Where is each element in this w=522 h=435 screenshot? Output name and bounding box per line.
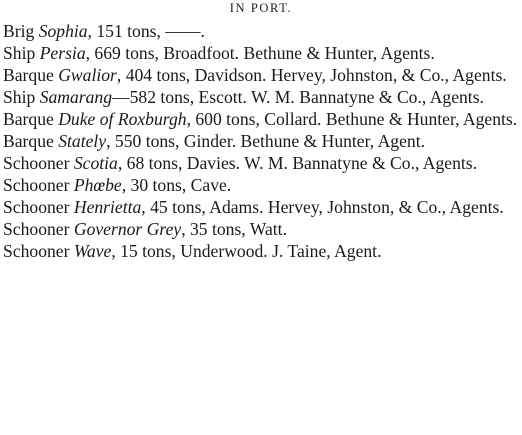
ship-entry — [3, 152, 519, 174]
vessel-name: Wave — [73, 241, 112, 261]
vessel-rig: Schooner — [3, 197, 70, 217]
vessel-name: Gwalior — [58, 65, 117, 85]
vessel-details: , 550 tons, Ginder. Bethune & Hunter, Agent. — [106, 131, 425, 151]
vessel-name: Stately — [58, 131, 107, 151]
ship-entry — [3, 174, 519, 196]
ship-entry — [3, 108, 519, 130]
ship-entry — [3, 86, 519, 108]
vessel-rig: Ship — [3, 87, 36, 107]
vessel-rig: Ship — [3, 43, 36, 63]
vessel-details: , 68 tons, Davies. W. M. Bannatyne & Co., Agents. — [117, 153, 478, 173]
vessel-details: , 151 tons, ——. — [87, 21, 205, 41]
ship-entry — [3, 196, 519, 218]
vessel-details: , 669 tons, Broadfoot. Bethune & Hunter, Agents. — [85, 43, 435, 63]
vessel-name: Henrietta — [73, 197, 142, 217]
ship-entry — [3, 42, 519, 64]
vessel-name: Phœbe — [73, 175, 122, 195]
vessel-name: Governor Grey — [73, 219, 182, 239]
ship-entry — [3, 20, 519, 42]
vessel-name: Duke of Roxburgh — [58, 109, 187, 129]
vessel-details: , 600 tons, Collard. Bethune & Hunter, Agents. — [186, 109, 518, 129]
vessel-details: , 30 tons, Cave. — [121, 175, 232, 195]
vessel-rig: Brig — [3, 21, 35, 41]
vessel-rig: Schooner — [3, 241, 70, 261]
vessel-name: Samarang — [39, 87, 113, 107]
ship-entry — [3, 64, 519, 86]
vessel-rig: Barque — [3, 131, 54, 151]
vessel-name: Sophia — [38, 21, 88, 41]
vessel-details: —582 tons, Escott. W. M. Bannatyne & Co., Agents. — [112, 87, 484, 107]
vessel-details: , 404 tons, Davidson. Hervey, Johnston, & Co., Agents. — [116, 65, 507, 85]
vessel-rig: Barque — [3, 65, 54, 85]
vessel-rig: Barque — [3, 109, 54, 129]
vessel-rig: Schooner — [3, 219, 70, 239]
vessel-details: , 15 tons, Underwood. J. Taine, Agent. — [111, 241, 382, 261]
section-heading: IN PORT. — [229, 1, 293, 15]
vessel-rig: Schooner — [3, 175, 70, 195]
ship-list — [3, 20, 519, 262]
vessel-name: Scotia — [73, 153, 118, 173]
vessel-details: , 35 tons, Watt. — [181, 219, 287, 239]
ship-entry — [3, 130, 519, 152]
vessel-name: Persia — [39, 43, 86, 63]
vessel-rig: Schooner — [3, 153, 70, 173]
vessel-details: , 45 tons, Adams. Hervey, Johnston, & Co., Agents. — [141, 197, 504, 217]
ship-entry — [3, 240, 519, 262]
ship-entry — [3, 218, 519, 240]
